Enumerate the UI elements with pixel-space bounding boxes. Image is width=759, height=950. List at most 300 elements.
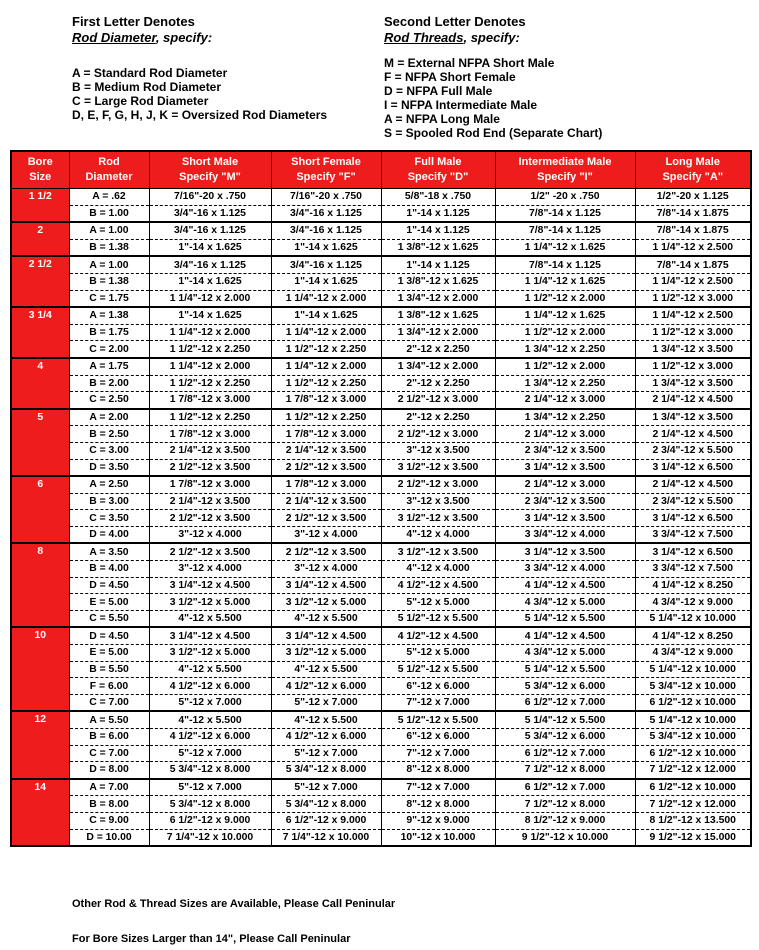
rod-diameter-cell: D = 4.50 (69, 577, 149, 594)
bore-size-cell: 6 (11, 476, 69, 543)
rod-threads-legend (384, 14, 602, 140)
thread-spec-cell: 7"-12 x 7.000 (381, 694, 495, 711)
thread-spec-cell: 7/8"-14 x 1.125 (495, 222, 635, 239)
rod-diameter-cell: D = 4.00 (69, 526, 149, 543)
thread-spec-cell: 1 3/4"-12 x 2.000 (381, 358, 495, 375)
header-line: Size (29, 171, 52, 183)
thread-spec-cell: 6 1/2"-12 x 10.000 (635, 779, 751, 796)
bore-size-cell: 10 (11, 627, 69, 711)
thread-spec-cell: 6 1/2"-12 x 10.000 (635, 745, 751, 762)
rod-diameter-cell: D = 8.00 (69, 762, 149, 779)
thread-spec-cell: 3 1/4"-12 x 4.500 (149, 627, 271, 644)
thread-spec-cell: 7 1/4"-12 x 10.000 (271, 829, 381, 846)
rod-diameter-cell: B = 1.38 (69, 239, 149, 256)
thread-spec-cell: 2 3/4"-12 x 3.500 (495, 493, 635, 510)
thread-spec-cell: 1 1/2"-12 x 2.000 (495, 290, 635, 307)
table-row (11, 307, 751, 324)
thread-spec-cell: 1"-14 x 1.125 (381, 205, 495, 222)
thread-spec-cell: 3 1/4"-12 x 3.500 (495, 543, 635, 560)
thread-spec-cell: 8 1/2"-12 x 9.000 (495, 812, 635, 829)
rod-diameter-cell: A = 5.50 (69, 711, 149, 728)
legend-item: C = Large Rod Diameter (72, 94, 209, 108)
thread-spec-cell: 4"-12 x 5.500 (271, 711, 381, 728)
thread-spec-cell: 5 3/4"-12 x 6.000 (495, 678, 635, 695)
table-row (11, 678, 751, 695)
thread-spec-cell: 5 1/4"-12 x 5.500 (495, 711, 635, 728)
table-row (11, 358, 751, 375)
header-line: Long Male (665, 156, 720, 168)
legend-left-subtitle: Rod Diameter, specify: (72, 30, 213, 45)
thread-spec-cell: 5 1/4"-12 x 10.000 (635, 610, 751, 627)
thread-spec-cell: 3"-12 x 3.500 (381, 442, 495, 459)
thread-spec-cell: 7/8"-14 x 1.875 (635, 222, 751, 239)
table-row (11, 256, 751, 273)
thread-spec-cell: 1 1/2"-12 x 3.000 (635, 358, 751, 375)
thread-spec-cell: 1 3/4"-12 x 2.250 (495, 409, 635, 426)
thread-spec-cell: 3/4"-16 x 1.125 (271, 222, 381, 239)
thread-spec-cell: 5 1/4"-12 x 5.500 (495, 610, 635, 627)
thread-spec-cell: 7/16"-20 x .750 (271, 189, 381, 206)
thread-spec-cell: 2 1/2"-12 x 3.500 (149, 459, 271, 476)
thread-spec-cell: 7/8"-14 x 1.125 (495, 205, 635, 222)
thread-spec-cell: 3 3/4"-12 x 7.500 (635, 561, 751, 578)
thread-spec-cell: 5 1/4"-12 x 10.000 (635, 711, 751, 728)
thread-spec-cell: 8"-12 x 8.000 (381, 762, 495, 779)
thread-spec-cell: 4 3/4"-12 x 5.000 (495, 645, 635, 662)
thread-spec-cell: 1 3/8"-12 x 1.625 (381, 239, 495, 256)
thread-spec-cell: 5 1/2"-12 x 5.500 (381, 661, 495, 678)
thread-spec-cell: 1 1/4"-12 x 1.625 (495, 307, 635, 324)
thread-spec-cell: 6"-12 x 6.000 (381, 729, 495, 746)
thread-spec-cell: 3 1/2"-12 x 5.000 (271, 594, 381, 611)
table-header (11, 151, 751, 189)
thread-spec-cell: 4 1/2"-12 x 4.500 (381, 627, 495, 644)
header-line: Specify "D" (407, 171, 469, 183)
footer-note-larger-bores: For Bore Sizes Larger than 14", Please Call Peninular (72, 933, 351, 945)
table-row (11, 796, 751, 813)
thread-spec-cell: 2 1/4"-12 x 4.500 (635, 392, 751, 409)
table-row (11, 375, 751, 392)
rod-diameter-cell: A = .62 (69, 189, 149, 206)
rod-diameter-cell: C = 3.50 (69, 510, 149, 527)
thread-spec-cell: 5"-12 x 7.000 (149, 745, 271, 762)
header-short-male (149, 151, 271, 189)
table-row (11, 290, 751, 307)
rod-diameter-cell: C = 7.00 (69, 694, 149, 711)
table-row (11, 661, 751, 678)
legend-item: D = NFPA Full Male (384, 84, 493, 98)
thread-spec-cell: 1"-14 x 1.625 (149, 307, 271, 324)
rod-diameter-cell: C = 3.00 (69, 442, 149, 459)
thread-spec-cell: 1 7/8"-12 x 3.000 (149, 426, 271, 443)
thread-spec-cell: 7 1/2"-12 x 8.000 (495, 762, 635, 779)
table-row (11, 273, 751, 290)
thread-spec-cell: 6 1/2"-12 x 9.000 (271, 812, 381, 829)
thread-spec-cell: 1"-14 x 1.625 (271, 307, 381, 324)
thread-spec-cell: 1 1/2"-12 x 2.250 (149, 375, 271, 392)
legend-item: S = Spooled Rod End (Separate Chart) (384, 126, 603, 140)
thread-spec-cell: 1"-14 x 1.125 (381, 222, 495, 239)
thread-spec-cell: 7 1/2"-12 x 8.000 (495, 796, 635, 813)
bore-size-cell: 1 1/2 (11, 189, 69, 223)
header-line: Specify "A" (662, 171, 724, 183)
table-row (11, 645, 751, 662)
thread-spec-cell: 1 3/4"-12 x 2.000 (381, 324, 495, 341)
thread-spec-cell: 4 1/4"-12 x 8.250 (635, 577, 751, 594)
rod-diameter-cell: A = 7.00 (69, 779, 149, 796)
thread-spec-cell: 1 7/8"-12 x 3.000 (271, 476, 381, 493)
thread-spec-cell: 2 1/2"-12 x 3.000 (381, 426, 495, 443)
table-row (11, 610, 751, 627)
bore-size-cell: 2 1/2 (11, 256, 69, 307)
thread-spec-cell: 2 1/2"-12 x 3.000 (381, 476, 495, 493)
table-row (11, 577, 751, 594)
thread-spec-cell: 8"-12 x 8.000 (381, 796, 495, 813)
table-row (11, 476, 751, 493)
bore-size-cell: 2 (11, 222, 69, 256)
thread-spec-cell: 1 1/2"-12 x 2.250 (271, 375, 381, 392)
rod-diameter-cell: B = 6.00 (69, 729, 149, 746)
header-line: Short Female (291, 156, 361, 168)
thread-spec-cell: 4"-12 x 5.500 (149, 661, 271, 678)
thread-spec-cell: 3 1/4"-12 x 3.500 (495, 510, 635, 527)
thread-spec-cell: 6 1/2"-12 x 7.000 (495, 745, 635, 762)
header-line: Specify "I" (537, 171, 593, 183)
rod-diameter-cell: C = 5.50 (69, 610, 149, 627)
rod-diameter-cell: B = 8.00 (69, 796, 149, 813)
thread-spec-cell: 5 3/4"-12 x 10.000 (635, 678, 751, 695)
thread-spec-cell: 1 3/4"-12 x 3.500 (635, 409, 751, 426)
rod-diameter-cell: D = 4.50 (69, 627, 149, 644)
thread-spec-cell: 1 7/8"-12 x 3.000 (271, 426, 381, 443)
bore-size-cell: 8 (11, 543, 69, 627)
table-row (11, 711, 751, 728)
thread-spec-cell: 5 3/4"-12 x 8.000 (271, 796, 381, 813)
thread-spec-cell: 2 1/2"-12 x 3.500 (271, 543, 381, 560)
thread-spec-cell: 4 1/2"-12 x 6.000 (149, 729, 271, 746)
legend-item: A = Standard Rod Diameter (72, 66, 228, 80)
thread-spec-cell: 3 1/2"-12 x 3.500 (381, 543, 495, 560)
table-row (11, 205, 751, 222)
rod-diameter-cell: E = 5.00 (69, 594, 149, 611)
thread-spec-cell: 2 1/4"-12 x 3.500 (271, 493, 381, 510)
thread-spec-cell: 6"-12 x 6.000 (381, 678, 495, 695)
thread-spec-cell: 6 1/2"-12 x 7.000 (495, 694, 635, 711)
rod-thread-spec-table (10, 150, 752, 847)
bore-size-cell: 5 (11, 409, 69, 476)
table-row (11, 442, 751, 459)
thread-spec-cell: 1 1/4"-12 x 2.500 (635, 273, 751, 290)
thread-spec-cell: 4 1/2"-12 x 6.000 (149, 678, 271, 695)
thread-spec-cell: 7/8"-14 x 1.125 (495, 256, 635, 273)
table-row (11, 459, 751, 476)
table-row (11, 779, 751, 796)
thread-spec-cell: 5 3/4"-12 x 8.000 (149, 796, 271, 813)
thread-spec-cell: 5 3/4"-12 x 10.000 (635, 729, 751, 746)
table-row (11, 510, 751, 527)
legend-item: F = NFPA Short Female (384, 70, 516, 84)
rod-diameter-cell: A = 3.50 (69, 543, 149, 560)
thread-spec-cell: 1 1/4"-12 x 2.000 (271, 358, 381, 375)
thread-spec-cell: 4 1/4"-12 x 4.500 (495, 627, 635, 644)
bore-size-cell: 3 1/4 (11, 307, 69, 358)
table-row (11, 392, 751, 409)
thread-spec-cell: 2 1/4"-12 x 3.000 (495, 426, 635, 443)
thread-spec-cell: 2 3/4"-12 x 5.500 (635, 493, 751, 510)
table-row (11, 829, 751, 846)
header-short-female (271, 151, 381, 189)
rod-diameter-cell: C = 1.75 (69, 290, 149, 307)
thread-spec-cell: 4"-12 x 5.500 (271, 610, 381, 627)
thread-spec-cell: 1 3/4"-12 x 2.250 (495, 341, 635, 358)
thread-spec-cell: 3"-12 x 4.000 (149, 561, 271, 578)
thread-spec-cell: 1 1/2"-12 x 2.000 (495, 358, 635, 375)
bore-size-cell: 14 (11, 779, 69, 846)
thread-spec-cell: 9 1/2"-12 x 10.000 (495, 829, 635, 846)
header-intermediate-male (495, 151, 635, 189)
thread-spec-cell: 2"-12 x 2.250 (381, 341, 495, 358)
thread-spec-cell: 4 1/4"-12 x 8.250 (635, 627, 751, 644)
thread-spec-cell: 1 3/4"-12 x 3.500 (635, 375, 751, 392)
thread-spec-cell: 4 1/4"-12 x 4.500 (495, 577, 635, 594)
footer-note-other-sizes: Other Rod & Thread Sizes are Available, Please Call Peninular (72, 898, 396, 910)
thread-spec-cell: 1 3/8"-12 x 1.625 (381, 307, 495, 324)
thread-spec-cell: 3 3/4"-12 x 4.000 (495, 526, 635, 543)
thread-spec-cell: 1 7/8"-12 x 3.000 (149, 476, 271, 493)
header-line: Intermediate Male (518, 156, 612, 168)
rod-diameter-cell: B = 3.00 (69, 493, 149, 510)
rod-diameter-cell: B = 1.75 (69, 324, 149, 341)
thread-spec-cell: 3"-12 x 4.000 (271, 526, 381, 543)
thread-spec-cell: 3/4"-16 x 1.125 (149, 205, 271, 222)
thread-spec-cell: 7/8"-14 x 1.875 (635, 256, 751, 273)
thread-spec-cell: 4"-12 x 5.500 (149, 711, 271, 728)
thread-spec-cell: 3"-12 x 4.000 (149, 526, 271, 543)
rod-diameter-cell: F = 6.00 (69, 678, 149, 695)
legend-right-items (384, 56, 602, 140)
table-row (11, 561, 751, 578)
thread-spec-cell: 1 1/2"-12 x 3.000 (635, 290, 751, 307)
thread-spec-cell: 2 1/4"-12 x 4.500 (635, 426, 751, 443)
bore-size-cell: 12 (11, 711, 69, 778)
thread-spec-cell: 2 1/4"-12 x 3.500 (271, 442, 381, 459)
thread-spec-cell: 1"-14 x 1.625 (149, 239, 271, 256)
thread-spec-cell: 7/16"-20 x .750 (149, 189, 271, 206)
table-row (11, 426, 751, 443)
rod-diameter-cell: C = 7.00 (69, 745, 149, 762)
thread-spec-cell: 5"-12 x 7.000 (271, 779, 381, 796)
thread-spec-cell: 1 3/4"-12 x 3.500 (635, 341, 751, 358)
thread-spec-cell: 1 1/4"-12 x 2.500 (635, 307, 751, 324)
thread-spec-cell: 2 1/2"-12 x 3.500 (271, 459, 381, 476)
thread-spec-cell: 1 1/4"-12 x 2.000 (271, 324, 381, 341)
thread-spec-cell: 3 1/4"-12 x 6.500 (635, 459, 751, 476)
thread-spec-cell: 1 1/2"-12 x 2.250 (271, 341, 381, 358)
thread-spec-cell: 4 3/4"-12 x 9.000 (635, 645, 751, 662)
rod-diameter-cell: D = 10.00 (69, 829, 149, 846)
rod-diameter-cell: A = 1.00 (69, 256, 149, 273)
table-row (11, 762, 751, 779)
thread-spec-cell: 1 1/2"-12 x 2.250 (271, 409, 381, 426)
thread-spec-cell: 9 1/2"-12 x 15.000 (635, 829, 751, 846)
thread-spec-cell: 5"-12 x 5.000 (381, 594, 495, 611)
thread-spec-cell: 5"-12 x 7.000 (149, 779, 271, 796)
thread-spec-cell: 4 1/2"-12 x 6.000 (271, 678, 381, 695)
rod-diameter-cell: C = 9.00 (69, 812, 149, 829)
legend-item: A = NFPA Long Male (384, 112, 500, 126)
thread-spec-cell: 10"-12 x 10.000 (381, 829, 495, 846)
table-row (11, 627, 751, 644)
table-row (11, 409, 751, 426)
rod-diameter-cell: B = 1.00 (69, 205, 149, 222)
table-row (11, 324, 751, 341)
thread-spec-cell: 2 3/4"-12 x 5.500 (635, 442, 751, 459)
thread-spec-cell: 5"-12 x 7.000 (271, 694, 381, 711)
thread-spec-cell: 2 1/4"-12 x 3.000 (495, 476, 635, 493)
thread-spec-cell: 6 1/2"-12 x 9.000 (149, 812, 271, 829)
rod-diameter-cell: C = 2.00 (69, 341, 149, 358)
thread-spec-cell: 2 1/2"-12 x 3.000 (381, 392, 495, 409)
thread-spec-cell: 1 1/4"-12 x 2.000 (149, 290, 271, 307)
rod-diameter-cell: A = 1.75 (69, 358, 149, 375)
header-line: Short Male (181, 156, 239, 168)
legend-item: D, E, F, G, H, J, K = Oversized Rod Diameters (72, 108, 328, 122)
thread-spec-cell: 3 1/4"-12 x 4.500 (271, 627, 381, 644)
thread-spec-cell: 1"-14 x 1.625 (271, 273, 381, 290)
thread-spec-cell: 3 1/2"-12 x 3.500 (381, 510, 495, 527)
header-line: Full Male (414, 156, 462, 168)
thread-spec-cell: 7"-12 x 7.000 (381, 779, 495, 796)
thread-spec-cell: 1/2"-20 x 1.125 (635, 189, 751, 206)
thread-spec-cell: 5 3/4"-12 x 8.000 (271, 762, 381, 779)
thread-spec-cell: 5"-12 x 7.000 (149, 694, 271, 711)
thread-spec-cell: 3 1/2"-12 x 5.000 (149, 645, 271, 662)
thread-spec-cell: 4"-12 x 4.000 (381, 526, 495, 543)
thread-spec-cell: 1"-14 x 1.625 (271, 239, 381, 256)
rod-diameter-cell: A = 1.00 (69, 222, 149, 239)
header-long-male (635, 151, 751, 189)
header-rod-diameter (69, 151, 149, 189)
legend-left-items (72, 66, 327, 122)
table-row (11, 594, 751, 611)
thread-spec-cell: 3 1/2"-12 x 5.000 (149, 594, 271, 611)
thread-spec-cell: 3/4"-16 x 1.125 (149, 256, 271, 273)
legend-left-title: First Letter Denotes (72, 14, 195, 29)
thread-spec-cell: 3 1/4"-12 x 3.500 (495, 459, 635, 476)
header-line: Specify "F" (296, 171, 356, 183)
thread-spec-cell: 1 3/8"-12 x 1.625 (381, 273, 495, 290)
thread-spec-cell: 4 1/2"-12 x 6.000 (271, 729, 381, 746)
thread-spec-cell: 1 1/2"-12 x 3.000 (635, 324, 751, 341)
thread-spec-cell: 6 1/2"-12 x 10.000 (635, 694, 751, 711)
table-row (11, 493, 751, 510)
thread-spec-cell: 1 1/2"-12 x 2.250 (149, 341, 271, 358)
thread-spec-cell: 3"-12 x 4.000 (271, 561, 381, 578)
thread-spec-cell: 1/2" -20 x .750 (495, 189, 635, 206)
thread-spec-cell: 5 1/4"-12 x 10.000 (635, 661, 751, 678)
thread-spec-cell: 5 1/2"-12 x 5.500 (381, 711, 495, 728)
table-row (11, 341, 751, 358)
thread-spec-cell: 3 3/4"-12 x 7.500 (635, 526, 751, 543)
legend-item: M = External NFPA Short Male (384, 56, 555, 70)
thread-spec-cell: 1 1/2"-12 x 2.000 (495, 324, 635, 341)
table-row (11, 189, 751, 206)
header-line: Specify "M" (179, 171, 241, 183)
thread-spec-cell: 5 3/4"-12 x 6.000 (495, 729, 635, 746)
header-bore-size (11, 151, 69, 189)
thread-spec-cell: 3 1/2"-12 x 5.000 (271, 645, 381, 662)
thread-spec-cell: 2"-12 x 2.250 (381, 409, 495, 426)
thread-spec-cell: 5"-12 x 5.000 (381, 645, 495, 662)
rod-diameter-cell: B = 2.50 (69, 426, 149, 443)
thread-spec-cell: 2"-12 x 2.250 (381, 375, 495, 392)
thread-spec-cell: 2 1/4"-12 x 4.500 (635, 476, 751, 493)
thread-spec-cell: 5 1/2"-12 x 5.500 (381, 610, 495, 627)
thread-spec-cell: 7 1/2"-12 x 12.000 (635, 796, 751, 813)
thread-spec-cell: 1 3/4"-12 x 2.000 (381, 290, 495, 307)
thread-spec-cell: 3 1/4"-12 x 6.500 (635, 510, 751, 527)
rod-diameter-cell: A = 1.38 (69, 307, 149, 324)
rod-diameter-cell: B = 1.38 (69, 273, 149, 290)
legend-right-title: Second Letter Denotes (384, 14, 526, 29)
thread-spec-cell: 2 1/2"-12 x 3.500 (271, 510, 381, 527)
thread-spec-cell: 2 1/2"-12 x 3.500 (149, 543, 271, 560)
rod-diameter-cell: A = 2.50 (69, 476, 149, 493)
thread-spec-cell: 1 7/8"-12 x 3.000 (149, 392, 271, 409)
thread-spec-cell: 2 1/4"-12 x 3.000 (495, 392, 635, 409)
thread-spec-cell: 4"-12 x 5.500 (271, 661, 381, 678)
thread-spec-cell: 2 1/2"-12 x 3.500 (149, 510, 271, 527)
thread-spec-cell: 4 3/4"-12 x 5.000 (495, 594, 635, 611)
thread-spec-cell: 2 3/4"-12 x 3.500 (495, 442, 635, 459)
header-line: Diameter (85, 171, 133, 183)
table-row (11, 812, 751, 829)
table-row (11, 729, 751, 746)
rod-diameter-cell: B = 2.00 (69, 375, 149, 392)
table-row (11, 745, 751, 762)
thread-spec-cell: 5 3/4"-12 x 8.000 (149, 762, 271, 779)
thread-spec-cell: 3 1/4"-12 x 4.500 (271, 577, 381, 594)
legend-right-subtitle: Rod Threads, specify: (384, 30, 520, 45)
header-full-male (381, 151, 495, 189)
thread-spec-cell: 1 1/4"-12 x 2.000 (271, 290, 381, 307)
rod-diameter-cell: A = 2.00 (69, 409, 149, 426)
thread-spec-cell: 3 1/4"-12 x 6.500 (635, 543, 751, 560)
thread-spec-cell: 7"-12 x 7.000 (381, 745, 495, 762)
thread-spec-cell: 3/4"-16 x 1.125 (271, 256, 381, 273)
thread-spec-cell: 3/4"-16 x 1.125 (149, 222, 271, 239)
thread-spec-cell: 3 1/2"-12 x 3.500 (381, 459, 495, 476)
thread-spec-cell: 1 7/8"-12 x 3.000 (271, 392, 381, 409)
thread-spec-cell: 1 1/4"-12 x 2.500 (635, 239, 751, 256)
thread-spec-cell: 9"-12 x 9.000 (381, 812, 495, 829)
thread-spec-cell: 4 1/2"-12 x 4.500 (381, 577, 495, 594)
rod-diameter-legend (72, 14, 327, 122)
thread-spec-cell: 6 1/2"-12 x 7.000 (495, 779, 635, 796)
table-row (11, 694, 751, 711)
thread-spec-cell: 1 1/2"-12 x 2.250 (149, 409, 271, 426)
table-row (11, 222, 751, 239)
thread-spec-cell: 3 3/4"-12 x 4.000 (495, 561, 635, 578)
rod-diameter-cell: B = 5.50 (69, 661, 149, 678)
header-line: Rod (98, 156, 120, 168)
thread-spec-cell: 3 1/4"-12 x 4.500 (149, 577, 271, 594)
legend-item: I = NFPA Intermediate Male (384, 98, 538, 112)
table-row (11, 239, 751, 256)
thread-spec-cell: 4"-12 x 4.000 (381, 561, 495, 578)
thread-spec-cell: 1 1/4"-12 x 2.000 (149, 324, 271, 341)
thread-spec-cell: 1 1/4"-12 x 2.000 (149, 358, 271, 375)
